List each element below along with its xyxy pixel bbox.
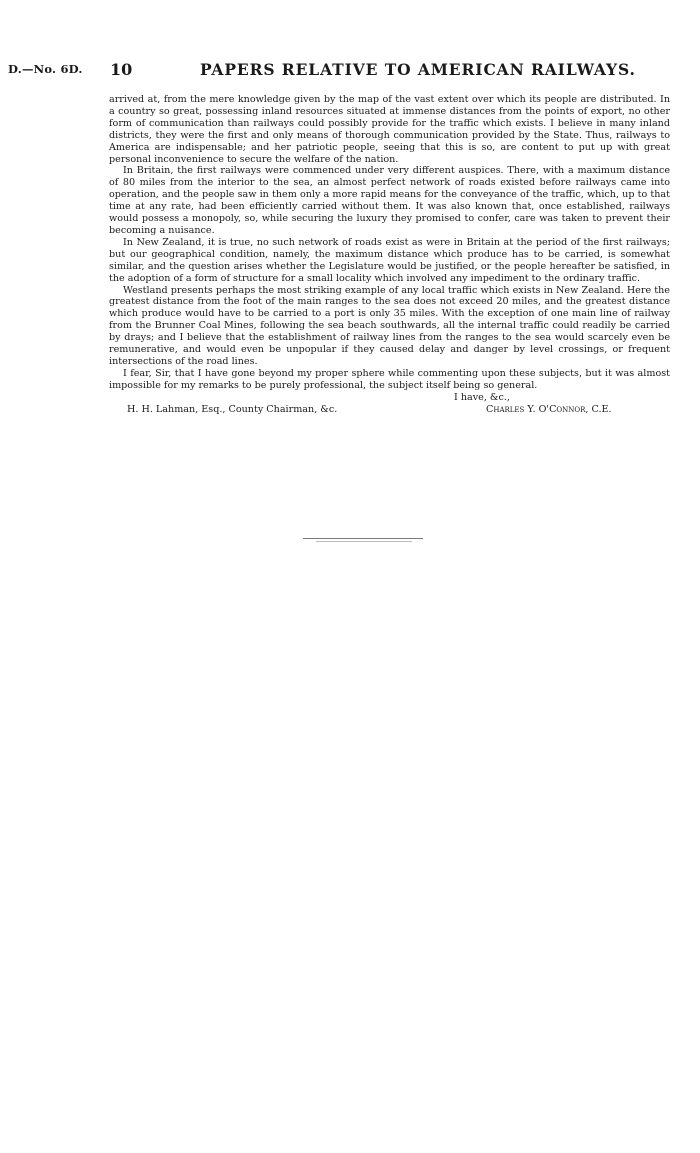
section-divider [303, 538, 423, 539]
page-header [8, 60, 692, 80]
signature-row [109, 404, 670, 417]
letter-body [109, 94, 670, 417]
page-number: 10 [110, 60, 133, 79]
section-divider-shadow [316, 541, 412, 542]
closing-salutation: I have, &c., [454, 391, 510, 403]
signature: Charles Y. O'Connor, C.E. [486, 403, 612, 415]
addressee: H. H. Lahman, Esq., County Chairman, &c. [127, 403, 338, 415]
document-code: D.—No. 6D. [8, 62, 83, 76]
paragraph: Westland presents perhaps the most striking example of any local traffic which exists in New Zealand. Here the greatest distance from the foot of the main ranges to the sea does not exceed 20 miles, and the greatest distance which produce would have to be carried to a port is only 35 miles. With the exception of one main line of railway from the Brunner Coal Mines, following the sea beach southwards, all the internal traffic could readily be carried by drays; and I believe that the establishment of railway lines from the ranges to the sea would scarcely even be remunerative, and would even be unpopular if they caused delay and danger by level crossings, or frequent intersections of the road lines. [109, 284, 670, 367]
paragraph: I fear, Sir, that I have gone beyond my proper sphere while commenting upon these subjects, but it was almost impossible for my remarks to be purely professional, the subject itself being so general. [109, 367, 670, 391]
running-title: PAPERS RELATIVE TO AMERICAN RAILWAYS. [200, 60, 636, 79]
paragraph: In Britain, the first railways were commenced under very different auspices. There, with a maximum distance of 80 miles from the interior to the sea, an almost perfect network of roads existed before railways came into operation, and the people saw in them only a more rapid means for the conveyance of the traffic, which, up to that time at any rate, had been efficiently carried without them. It was also known that, once established, railways would possess a monopoly, so, while securing the luxury they promised to confer, care was taken to prevent their becoming a nuisance. [109, 165, 670, 236]
paragraph: arrived at, from the mere knowledge given by the map of the vast extent over which its people are distributed. In a country so great, possessing inland resources situated at immense distances from the points of export, no other form of communication than railways could possibly provide for the traffic which exists. I believe in many inland districts, they were the first and only means of thorough communication provided by the State. Thus, railways to America are indispensable; and her patriotic people, seeing that this is so, are content to put up with great personal inconvenience to secure the welfare of the nation. [109, 94, 670, 165]
paragraph: In New Zealand, it is true, no such network of roads exist as were in Britain at the period of the first railways; but our geographical condition, namely, the maximum distance which produce has to be carried, is somewhat similar, and the question arises whether the Legislature would be justified, or the people hereafter be satisfied, in the adoption of a form of structure for a small locality which involved any impediment to the ordinary traffic. [109, 236, 670, 284]
